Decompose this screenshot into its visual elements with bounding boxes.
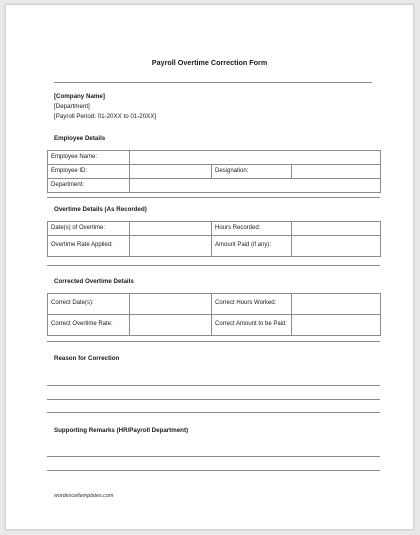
table-row [48, 294, 381, 315]
correct-amount-field[interactable] [292, 315, 381, 336]
reason-line-2[interactable] [47, 399, 380, 400]
corrected-overtime-table [47, 293, 381, 336]
table-row [48, 236, 381, 257]
designation-field[interactable] [292, 165, 381, 179]
form-title: Payroll Overtime Correction Form [151, 58, 268, 67]
employee-id-label: Employee ID: [48, 165, 130, 179]
table-row [48, 165, 381, 179]
overtime-dates-field[interactable] [130, 222, 212, 236]
section-divider [47, 265, 380, 266]
reason-line-1[interactable] [47, 385, 380, 386]
correct-rate-field[interactable] [130, 315, 212, 336]
remarks-heading: Supporting Remarks (HR/Payroll Department) [54, 427, 189, 434]
overtime-rate-field[interactable] [130, 236, 212, 257]
employee-id-field[interactable] [130, 165, 212, 179]
correct-dates-field[interactable] [130, 294, 212, 315]
table-row [48, 315, 381, 336]
payroll-period: [Payroll Period: 01-20XX to 01-20XX] [54, 113, 157, 121]
correct-dates-label: Correct Date(s): [48, 294, 130, 315]
employee-name-label: Employee Name: [48, 151, 130, 165]
correct-amount-label: Correct Amount to be Paid: [212, 315, 292, 336]
title-divider [54, 82, 372, 83]
department-field[interactable] [130, 179, 381, 193]
amount-paid-field[interactable] [292, 236, 381, 257]
department-text: [Department] [54, 103, 90, 111]
employee-details-table [47, 150, 381, 193]
form-page [5, 4, 414, 530]
company-name: [Company Name] [54, 93, 105, 100]
overtime-recorded-table [47, 221, 381, 257]
table-row [48, 222, 381, 236]
correct-hours-label: Correct Hours Worked: [212, 294, 292, 315]
hours-recorded-label: Hours Recorded: [212, 222, 292, 236]
section-divider [47, 197, 380, 198]
employee-name-field[interactable] [130, 151, 381, 165]
employee-details-heading: Employee Details [54, 135, 106, 142]
amount-paid-label: Amount Paid (if any): [212, 236, 292, 257]
footer-site: wordexceltemplates.com [54, 493, 114, 499]
section-divider [47, 341, 380, 342]
overtime-recorded-heading: Overtime Details (As Recorded) [54, 206, 147, 213]
designation-label: Designation: [212, 165, 292, 179]
correct-rate-label: Correct Overtime Rate: [48, 315, 130, 336]
table-row [48, 151, 381, 165]
department-label: Department: [48, 179, 130, 193]
table-row [48, 179, 381, 193]
overtime-dates-label: Date(s) of Overtime: [48, 222, 130, 236]
overtime-rate-label: Overtime Rate Applied: [48, 236, 130, 257]
reason-heading: Reason for Correction [54, 355, 120, 362]
corrected-overtime-heading: Corrected Overtime Details [54, 278, 134, 285]
correct-hours-field[interactable] [292, 294, 381, 315]
hours-recorded-field[interactable] [292, 222, 381, 236]
company-block [54, 92, 156, 123]
remarks-line-2[interactable] [47, 470, 380, 471]
reason-line-3[interactable] [47, 412, 380, 413]
remarks-line-1[interactable] [47, 456, 380, 457]
